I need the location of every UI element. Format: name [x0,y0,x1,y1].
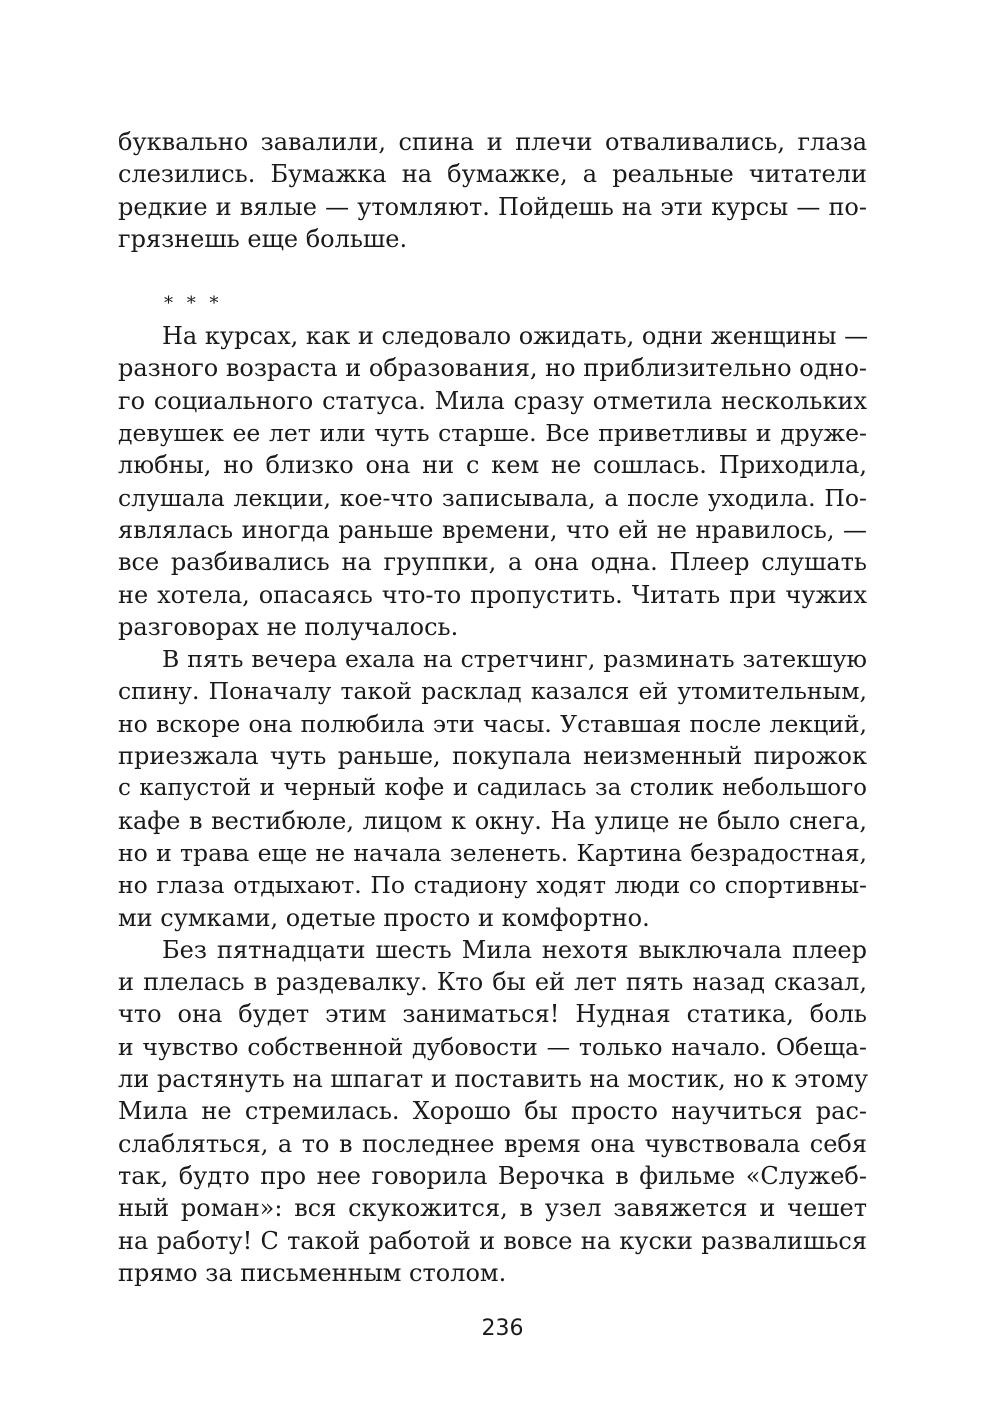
text-line: и чувство собственной дубовости — только начало. Обеща- [118,1032,867,1061]
text-line: разговорах не получалось. [118,612,459,641]
text-line: В пять вечера ехала на стретчинг, разминать затекшую [162,645,867,674]
book-page-text [118,126,867,1289]
section-gap [118,255,867,288]
paragraph [118,320,867,643]
text-line: любны, но близко она ни с кем не сошлась. Приходила, [118,451,867,480]
text-line: но вскоре она полюбила эти часы. Уставшая после лекций, [118,709,867,738]
text-line: ли растянуть на шпагат и поставить на мостик, но к этому [118,1065,869,1094]
text-line: но и трава еще не начала зеленеть. Картина безрадостная, [118,838,867,867]
text-line: слезились. Бумажка на бумажке, а реальные читатели [118,160,867,189]
text-line: что она будет этим заниматься! Нудная статика, боль [118,1000,867,1029]
text-line: с капустой и черный кофе и садилась за столик небольшого [118,775,867,802]
text-line: слабляться, а то в последнее время она чувствовала себя [118,1129,867,1158]
paragraph [118,643,867,934]
text-line: Без пятнадцати шесть Мила нехотя выключала плеер [162,935,867,964]
page-number: 236 [481,1316,524,1341]
text-line: так, будто про нее говорила Верочка в фильме «Служеб- [118,1161,867,1190]
text-line: буквально завалили, спина и плечи отваливались, глаза [118,128,867,156]
text-line: девушек ее лет или чуть старше. Все приветливы и друже- [118,419,867,448]
text-line: ми сумками, одетые просто и комфортно. [118,903,650,932]
text-line: ный роман»: вся скукожится, в узел завяжется и чешет [118,1194,867,1223]
paragraph [118,934,867,1289]
paragraph [118,126,867,255]
text-line: На курсах, как и следовало ожидать, одни женщины — [162,322,869,351]
text-line: на работу! С такой работой и вовсе на куски развалишься [118,1226,867,1255]
text-line: го социального статуса. Мила сразу отметила нескольких [118,386,867,415]
text-line: но глаза отдыхают. По стадиону ходят люди со спортивны- [118,871,867,900]
text-line: разного возраста и образования, но приблизительно одно- [118,354,868,383]
text-line: спину. Поначалу такой расклад казался ей утомительным, [118,677,867,706]
text-line: кафе в вестибюле, лицом к окну. На улице не было снега, [118,806,867,835]
text-line: являлась иногда раньше времени, что ей не нравилось, — [118,515,867,544]
text-line: все разбивались на группки, а она одна. Плеер слушать [118,548,867,577]
text-line: прямо за письменным столом. [118,1258,507,1287]
text-line: грязнешь еще больше. [118,224,408,253]
section-separator: * * * [164,293,223,315]
text-line: редкие и вялые — утомляют. Пойдешь на эти курсы — по- [118,192,867,221]
text-line: и плелась в раздевалку. Кто бы ей лет пять назад сказал, [118,968,867,997]
text-line: слушала лекции, кое-что записывала, а после уходила. По- [118,483,867,512]
text-line: приезжала чуть раньше, покупала неизменный пирожок [118,742,867,771]
text-line: не хотела, опасаясь что-то пропустить. Читать при чужих [118,580,867,609]
text-line: Мила не стремилась. Хорошо бы просто научиться рас- [118,1097,867,1126]
